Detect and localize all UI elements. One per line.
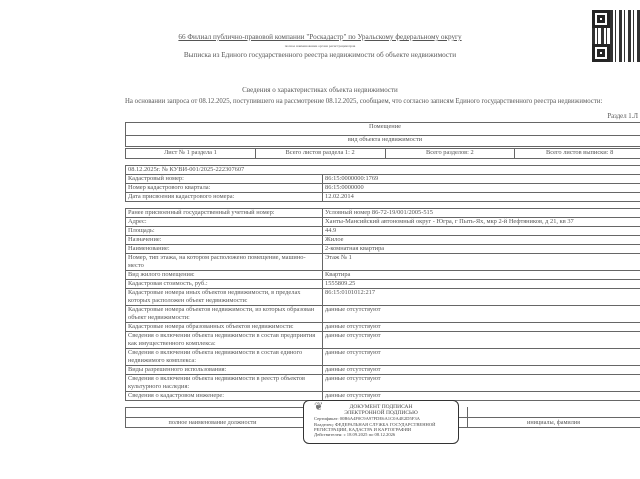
electronic-signature-stamp — [303, 400, 459, 444]
table-row — [126, 236, 640, 245]
organization-caption: полное наименование органа регистрации прав — [284, 44, 356, 48]
stamp-certificate: Сертификат: 00B6A4F0C9A97FDE6A1C0A4E2D5F3A — [314, 416, 420, 421]
field-label: Сведения о включении объекта недвижимости в реестр объектов культурного наследия: — [126, 375, 323, 392]
field-label: Площадь: — [126, 227, 323, 236]
field-value: Ханты-Мансийский автономный округ - Югра, г Пыть-Ях, мкр 2-й Нефтяников, д 21, кв 37 — [323, 218, 640, 227]
table-row — [126, 332, 640, 349]
field-value: Жилое — [323, 236, 640, 245]
field-label: Сведения о включении объекта недвижимости в состав единого недвижимого комплекса: — [126, 349, 323, 366]
table-row — [126, 209, 640, 218]
stamp-validity: Действителен: с 18.09.2025 по 08.12.2026 — [314, 432, 396, 437]
name-caption: инициалы, фамилия — [527, 419, 580, 426]
field-value: данные отсутствуют — [323, 332, 640, 349]
field-label: Кадастровые номера образованных объектов недвижимости: — [126, 323, 323, 332]
organization-name: 66 Филиал публично-правовой компании "Роскадастр" по Уральскому федеральному округу — [178, 33, 462, 41]
table-row — [126, 375, 640, 392]
field-value: данные отсутствуют — [323, 349, 640, 366]
object-type: Помещение — [126, 123, 640, 136]
basis-text: На основании запроса от 08.12.2025, поступившего на рассмотрение 08.12.2025, сообщаем, что согласно записям Единого государственного реестра недвижимости: — [125, 98, 603, 105]
table-row — [126, 227, 640, 236]
sheets-in-section: Всего листов раздела 1: 2 — [255, 149, 385, 159]
field-label: Кадастровая стоимость, руб.: — [126, 280, 323, 289]
field-label: Сведения о включении объекта недвижимости в состав предприятия как имущественного комплекса: — [126, 332, 323, 349]
field-label: Номер кадастрового квартала: — [126, 184, 323, 193]
object-type-caption: вид объекта недвижимости — [126, 136, 640, 147]
field-value: 86:15:0000000 — [323, 184, 640, 193]
field-value: данные отсутствуют — [323, 323, 640, 332]
sheets-total: Всего листов выписки: 8 — [515, 149, 640, 159]
field-label: Кадастровый номер: — [126, 175, 323, 184]
document-title: Выписка из Единого государственного реестра недвижимости об объекте недвижимости — [183, 51, 457, 59]
field-value: данные отсутствуют — [323, 366, 640, 375]
stamp-line1: ДОКУМЕНТ ПОДПИСАН — [349, 404, 413, 410]
field-label: Номер, тип этажа, на котором расположено помещение, машино-место — [126, 254, 323, 271]
sheet-number: Лист № 1 раздела 1 — [126, 149, 256, 159]
field-value: Этаж № 1 — [323, 254, 640, 271]
sections-total: Всего разделов: 2 — [385, 149, 515, 159]
field-label: Кадастровые номера иных объектов недвижимости, в пределах которых расположен объект недвижимости: — [126, 289, 323, 306]
field-value: 86:15:0101012:217 — [323, 289, 640, 306]
field-label: Ранее присвоенный государственный учетный номер: — [126, 209, 323, 218]
position-caption: полное наименование должности — [168, 419, 257, 426]
object-type-table — [125, 122, 640, 147]
field-label: Сведения о кадастровом инженере: — [126, 392, 323, 401]
table-row — [126, 349, 640, 366]
field-value: данные отсутствуют — [323, 392, 640, 401]
table-row — [126, 323, 640, 332]
table-row — [126, 306, 640, 323]
table-row — [126, 280, 640, 289]
stamp-line2: ЭЛЕКТРОННОЙ ПОДПИСЬЮ — [344, 410, 418, 416]
characteristics-table — [125, 208, 640, 401]
table-row — [126, 218, 640, 227]
cadastral-table — [125, 165, 640, 202]
field-label: Назначение: — [126, 236, 323, 245]
document-number: 08.12.2025г. № КУВИ-001/2025-222307607 — [126, 166, 640, 175]
divider — [125, 407, 305, 408]
field-value: Условный номер 86-72-19/001/2005-515 — [323, 209, 640, 218]
field-label: Адрес: — [126, 218, 323, 227]
field-value: данные отсутствуют — [323, 375, 640, 392]
table-row — [126, 271, 640, 280]
section-label: Раздел 1.Л — [607, 113, 638, 120]
table-row — [126, 254, 640, 271]
field-label: Кадастровые номера объектов недвижимости, из которых образован объект недвижимости: — [126, 306, 323, 323]
sheet-info-table — [125, 148, 640, 159]
table-row — [126, 366, 640, 375]
table-row — [126, 245, 640, 254]
emblem-icon: ❦ — [314, 401, 324, 413]
field-value: 44.9 — [323, 227, 640, 236]
field-label: Наименование: — [126, 245, 323, 254]
document-subtitle: Сведения о характеристиках объекта недвижимости — [242, 86, 398, 94]
field-value: Квартира — [323, 271, 640, 280]
field-label: Дата присвоения кадастрового номера: — [126, 193, 323, 202]
field-value: данные отсутствуют — [323, 306, 640, 323]
field-label: Виды разрешенного использования: — [126, 366, 323, 375]
field-value: 2-комнатная квартира — [323, 245, 640, 254]
table-row — [126, 289, 640, 306]
stamp-owner: Владелец: ФЕДЕРАЛЬНАЯ СЛУЖБА ГОСУДАРСТВЕННОЙ РЕГИСТРАЦИИ, КАДАСТРА И КАРТОГРАФИИ — [314, 422, 436, 432]
field-value: 12.02.2014 — [323, 193, 640, 202]
field-value: 86:15:0000000:1769 — [323, 175, 640, 184]
field-label: Вид жилого помещения: — [126, 271, 323, 280]
field-value: 1555809.25 — [323, 280, 640, 289]
